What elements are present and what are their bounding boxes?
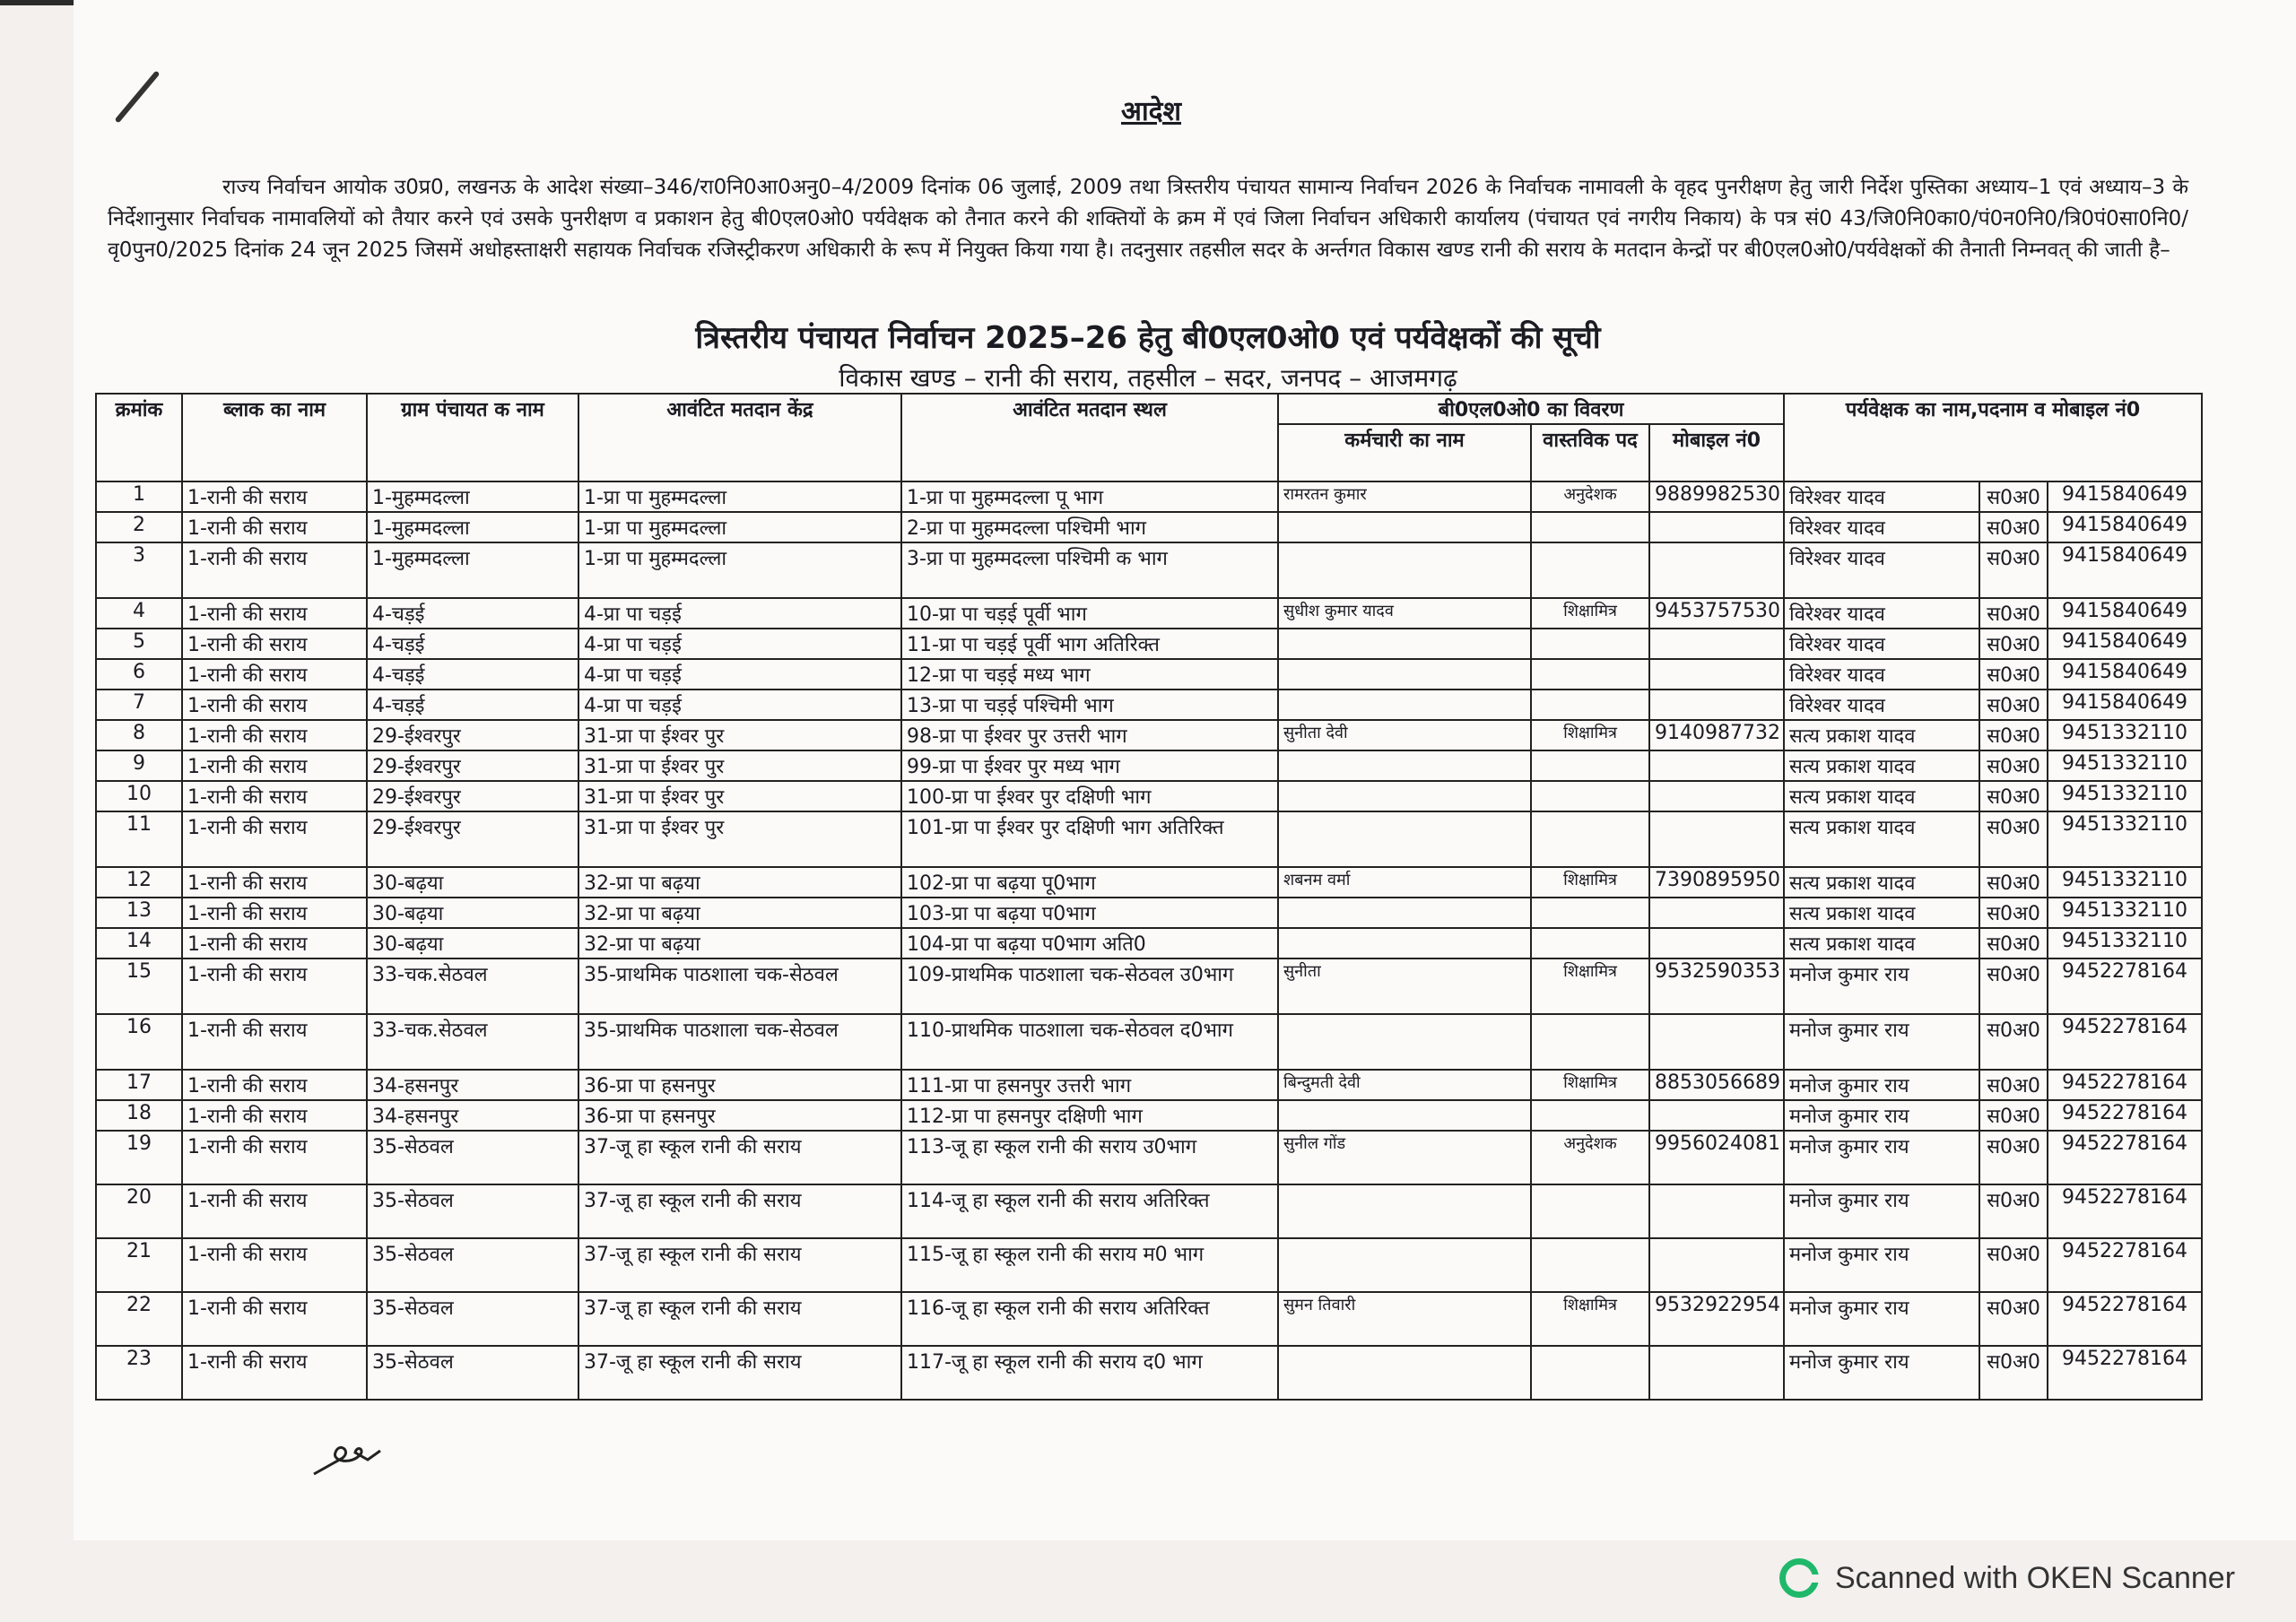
block-cell: 1-रानी की सराय xyxy=(182,811,367,867)
supervisor-mobile-cell: 9451332110 xyxy=(2048,720,2202,750)
polling-center-cell: 1-प्रा पा मुहम्मदल्ला xyxy=(578,512,901,542)
serial-cell: 1 xyxy=(96,481,182,512)
table-row xyxy=(96,928,2202,958)
employee-cell: सुमन तिवारी xyxy=(1278,1292,1531,1346)
polling-center-cell: 4-प्रा पा चड़ई xyxy=(578,598,901,629)
serial-cell: 7 xyxy=(96,690,182,720)
supervisor-cell: विरेश्वर यादव xyxy=(1784,690,1979,720)
supervisor-cell: विरेश्वर यादव xyxy=(1784,598,1979,629)
polling-center-cell: 4-प्रा पा चड़ई xyxy=(578,659,901,690)
supervisor-mobile-cell: 9452278164 xyxy=(2048,1014,2202,1070)
serial-cell: 23 xyxy=(96,1346,182,1400)
supervisor-cell: विरेश्वर यादव xyxy=(1784,481,1979,512)
supervisor-cell: मनोज कुमार राय xyxy=(1784,1100,1979,1131)
employee-cell xyxy=(1278,750,1531,781)
mobile-cell xyxy=(1649,1238,1784,1292)
supervisor-cell: विरेश्वर यादव xyxy=(1784,659,1979,690)
polling-center-cell: 37-जू हा स्कूल रानी की सराय xyxy=(578,1238,901,1292)
designation-cell: स0अ0 xyxy=(1979,1070,2048,1100)
polling-center-cell: 37-जू हा स्कूल रानी की सराय xyxy=(578,1131,901,1184)
header-polling-place: आवंटित मतदान स्थल xyxy=(901,394,1278,481)
table-row xyxy=(96,781,2202,811)
gram-panchayat-cell: 4-चड़ई xyxy=(367,629,578,659)
supervisor-cell: सत्य प्रकाश यादव xyxy=(1784,867,1979,898)
polling-place-cell: 111-प्रा पा हसनपुर उत्तरी भाग xyxy=(901,1070,1278,1100)
employee-cell xyxy=(1278,629,1531,659)
post-cell xyxy=(1531,1184,1649,1238)
supervisor-mobile-cell: 9452278164 xyxy=(2048,1070,2202,1100)
polling-place-cell: 102-प्रा पा बढ़या पू0भाग xyxy=(901,867,1278,898)
mobile-cell xyxy=(1649,1346,1784,1400)
polling-place-cell: 99-प्रा पा ईश्वर पुर मध्य भाग xyxy=(901,750,1278,781)
post-cell xyxy=(1531,1238,1649,1292)
gram-panchayat-cell: 29-ईश्वरपुर xyxy=(367,811,578,867)
table-row xyxy=(96,1014,2202,1070)
supervisor-cell: मनोज कुमार राय xyxy=(1784,1014,1979,1070)
gram-panchayat-cell: 33-चक.सेठवल xyxy=(367,958,578,1014)
mobile-cell xyxy=(1649,512,1784,542)
supervisor-mobile-cell: 9415840649 xyxy=(2048,512,2202,542)
employee-cell xyxy=(1278,1014,1531,1070)
designation-cell: स0अ0 xyxy=(1979,598,2048,629)
block-cell: 1-रानी की सराय xyxy=(182,481,367,512)
polling-center-cell: 31-प्रा पा ईश्वर पुर xyxy=(578,720,901,750)
gram-panchayat-cell: 29-ईश्वरपुर xyxy=(367,720,578,750)
block-cell: 1-रानी की सराय xyxy=(182,1014,367,1070)
designation-cell: स0अ0 xyxy=(1979,542,2048,598)
table-row xyxy=(96,629,2202,659)
polling-place-cell: 115-जू हा स्कूल रानी की सराय म0 भाग xyxy=(901,1238,1278,1292)
table-row xyxy=(96,811,2202,867)
post-cell: शिक्षामित्र xyxy=(1531,720,1649,750)
post-cell xyxy=(1531,1014,1649,1070)
table-row xyxy=(96,867,2202,898)
supervisor-cell: सत्य प्रकाश यादव xyxy=(1784,750,1979,781)
supervisor-cell: सत्य प्रकाश यादव xyxy=(1784,898,1979,928)
serial-cell: 3 xyxy=(96,542,182,598)
designation-cell: स0अ0 xyxy=(1979,1014,2048,1070)
list-title: त्रिस्तरीय पंचायत निर्वाचन 2025–26 हेतु बी0एल0ओ0 एवं पर्यवेक्षकों की सूची xyxy=(695,320,1601,356)
polling-center-cell: 4-प्रा पा चड़ई xyxy=(578,629,901,659)
mobile-cell: 8853056689 xyxy=(1649,1070,1784,1100)
employee-cell: सुनील गोंड xyxy=(1278,1131,1531,1184)
post-cell xyxy=(1531,659,1649,690)
gram-panchayat-cell: 30-बढ़या xyxy=(367,928,578,958)
mobile-cell xyxy=(1649,1014,1784,1070)
post-cell xyxy=(1531,512,1649,542)
header-gram-panchayat: ग्राम पंचायत क नाम xyxy=(367,394,578,481)
post-cell: शिक्षामित्र xyxy=(1531,867,1649,898)
mobile-cell xyxy=(1649,928,1784,958)
supervisor-cell: मनोज कुमार राय xyxy=(1784,1131,1979,1184)
supervisor-cell: विरेश्वर यादव xyxy=(1784,512,1979,542)
polling-place-cell: 10-प्रा पा चड़ई पूर्वी भाग xyxy=(901,598,1278,629)
supervisor-mobile-cell: 9451332110 xyxy=(2048,928,2202,958)
post-cell xyxy=(1531,750,1649,781)
table-row xyxy=(96,1292,2202,1346)
polling-place-cell: 12-प्रा पा चड़ई मध्य भाग xyxy=(901,659,1278,690)
gram-panchayat-cell: 4-चड़ई xyxy=(367,690,578,720)
post-cell xyxy=(1531,542,1649,598)
polling-center-cell: 31-प्रा पा ईश्वर पुर xyxy=(578,811,901,867)
polling-center-cell: 1-प्रा पा मुहम्मदल्ला xyxy=(578,542,901,598)
block-cell: 1-रानी की सराय xyxy=(182,1100,367,1131)
table-row xyxy=(96,958,2202,1014)
supervisor-cell: मनोज कुमार राय xyxy=(1784,1292,1979,1346)
serial-cell: 6 xyxy=(96,659,182,690)
serial-cell: 8 xyxy=(96,720,182,750)
signature xyxy=(312,1433,384,1478)
supervisor-mobile-cell: 9452278164 xyxy=(2048,1131,2202,1184)
employee-cell xyxy=(1278,811,1531,867)
table-row xyxy=(96,1070,2202,1100)
document-title: आदेश xyxy=(1121,96,1181,127)
post-cell xyxy=(1531,898,1649,928)
block-cell: 1-रानी की सराय xyxy=(182,690,367,720)
employee-cell xyxy=(1278,928,1531,958)
polling-center-cell: 35-प्राथमिक पाठशाला चक-सेठवल xyxy=(578,958,901,1014)
supervisor-mobile-cell: 9452278164 xyxy=(2048,958,2202,1014)
header-mobile: मोबाइल नं0 xyxy=(1649,424,1784,481)
post-cell: शिक्षामित्र xyxy=(1531,598,1649,629)
table-body xyxy=(96,481,2202,1400)
mobile-cell: 9532922954 xyxy=(1649,1292,1784,1346)
supervisor-cell: सत्य प्रकाश यादव xyxy=(1784,781,1979,811)
employee-cell: सुधीश कुमार यादव xyxy=(1278,598,1531,629)
supervisor-cell: विरेश्वर यादव xyxy=(1784,542,1979,598)
block-cell: 1-रानी की सराय xyxy=(182,1070,367,1100)
table-row xyxy=(96,1131,2202,1184)
supervisor-mobile-cell: 9451332110 xyxy=(2048,750,2202,781)
supervisor-mobile-cell: 9452278164 xyxy=(2048,1346,2202,1400)
designation-cell: स0अ0 xyxy=(1979,1346,2048,1400)
polling-place-cell: 103-प्रा पा बढ़या प0भाग xyxy=(901,898,1278,928)
block-cell: 1-रानी की सराय xyxy=(182,1131,367,1184)
supervisor-mobile-cell: 9452278164 xyxy=(2048,1292,2202,1346)
employee-cell: रामरतन कुमार xyxy=(1278,481,1531,512)
employee-cell xyxy=(1278,512,1531,542)
mobile-cell xyxy=(1649,1184,1784,1238)
supervisor-mobile-cell: 9452278164 xyxy=(2048,1100,2202,1131)
gram-panchayat-cell: 34-हसनपुर xyxy=(367,1100,578,1131)
polling-center-cell: 37-जू हा स्कूल रानी की सराय xyxy=(578,1184,901,1238)
employee-cell xyxy=(1278,898,1531,928)
serial-cell: 4 xyxy=(96,598,182,629)
designation-cell: स0अ0 xyxy=(1979,781,2048,811)
table-row xyxy=(96,898,2202,928)
polling-place-cell: 98-प्रा पा ईश्वर पुर उत्तरी भाग xyxy=(901,720,1278,750)
post-cell: अनुदेशक xyxy=(1531,481,1649,512)
supervisor-cell: सत्य प्रकाश यादव xyxy=(1784,720,1979,750)
employee-cell xyxy=(1278,542,1531,598)
supervisor-mobile-cell: 9451332110 xyxy=(2048,898,2202,928)
designation-cell: स0अ0 xyxy=(1979,629,2048,659)
mobile-cell: 9889982530 xyxy=(1649,481,1784,512)
designation-cell: स0अ0 xyxy=(1979,481,2048,512)
post-cell xyxy=(1531,928,1649,958)
serial-cell: 14 xyxy=(96,928,182,958)
block-cell: 1-रानी की सराय xyxy=(182,928,367,958)
post-cell: शिक्षामित्र xyxy=(1531,1292,1649,1346)
table-row xyxy=(96,512,2202,542)
serial-cell: 10 xyxy=(96,781,182,811)
block-cell: 1-रानी की सराय xyxy=(182,542,367,598)
gram-panchayat-cell: 34-हसनपुर xyxy=(367,1070,578,1100)
supervisor-cell: विरेश्वर यादव xyxy=(1784,629,1979,659)
serial-cell: 5 xyxy=(96,629,182,659)
supervisor-mobile-cell: 9451332110 xyxy=(2048,811,2202,867)
designation-cell: स0अ0 xyxy=(1979,720,2048,750)
block-cell: 1-रानी की सराय xyxy=(182,958,367,1014)
post-cell xyxy=(1531,629,1649,659)
block-cell: 1-रानी की सराय xyxy=(182,1292,367,1346)
polling-place-cell: 3-प्रा पा मुहम्मदल्ला पश्चिमी क भाग xyxy=(901,542,1278,598)
mobile-cell xyxy=(1649,629,1784,659)
table-row xyxy=(96,1346,2202,1400)
supervisor-mobile-cell: 9415840649 xyxy=(2048,542,2202,598)
mobile-cell xyxy=(1649,898,1784,928)
block-cell: 1-रानी की सराय xyxy=(182,867,367,898)
gram-panchayat-cell: 35-सेठवल xyxy=(367,1131,578,1184)
supervisor-cell: मनोज कुमार राय xyxy=(1784,1070,1979,1100)
gram-panchayat-cell: 1-मुहम्मदल्ला xyxy=(367,512,578,542)
table-row xyxy=(96,481,2202,512)
designation-cell: स0अ0 xyxy=(1979,867,2048,898)
serial-cell: 13 xyxy=(96,898,182,928)
employee-cell xyxy=(1278,781,1531,811)
mobile-cell: 9532590353 xyxy=(1649,958,1784,1014)
scanner-watermark-text: Scanned with OKEN Scanner xyxy=(1835,1560,2236,1595)
polling-place-cell: 100-प्रा पा ईश्वर पुर दक्षिणी भाग xyxy=(901,781,1278,811)
mobile-cell xyxy=(1649,1100,1784,1131)
polling-center-cell: 37-जू हा स्कूल रानी की सराय xyxy=(578,1346,901,1400)
polling-center-cell: 1-प्रा पा मुहम्मदल्ला xyxy=(578,481,901,512)
gram-panchayat-cell: 29-ईश्वरपुर xyxy=(367,781,578,811)
employee-cell xyxy=(1278,1184,1531,1238)
header-block: ब्लाक का नाम xyxy=(182,394,367,481)
table-row xyxy=(96,598,2202,629)
employee-cell: सुनीता xyxy=(1278,958,1531,1014)
block-cell: 1-रानी की सराय xyxy=(182,659,367,690)
mobile-cell xyxy=(1649,542,1784,598)
supervisor-mobile-cell: 9452278164 xyxy=(2048,1238,2202,1292)
polling-center-cell: 31-प्रा पा ईश्वर पुर xyxy=(578,750,901,781)
table-row xyxy=(96,750,2202,781)
supervisor-cell: मनोज कुमार राय xyxy=(1784,1346,1979,1400)
polling-place-cell: 113-जू हा स्कूल रानी की सराय उ0भाग xyxy=(901,1131,1278,1184)
supervisor-cell: सत्य प्रकाश यादव xyxy=(1784,928,1979,958)
designation-cell: स0अ0 xyxy=(1979,512,2048,542)
table-row xyxy=(96,542,2202,598)
blo-table xyxy=(95,393,2203,1401)
employee-cell xyxy=(1278,1100,1531,1131)
block-cell: 1-रानी की सराय xyxy=(182,629,367,659)
serial-cell: 2 xyxy=(96,512,182,542)
polling-place-cell: 109-प्राथमिक पाठशाला चक-सेठवल उ0भाग xyxy=(901,958,1278,1014)
block-cell: 1-रानी की सराय xyxy=(182,1346,367,1400)
header-polling-center: आवंटित मतदान केंद्र xyxy=(578,394,901,481)
table-row xyxy=(96,1184,2202,1238)
table-row xyxy=(96,1238,2202,1292)
employee-cell xyxy=(1278,1346,1531,1400)
polling-place-cell: 1-प्रा पा मुहम्मदल्ला पू भाग xyxy=(901,481,1278,512)
table-header-row xyxy=(96,394,2202,424)
post-cell xyxy=(1531,690,1649,720)
polling-place-cell: 114-जू हा स्कूल रानी की सराय अतिरिक्त xyxy=(901,1184,1278,1238)
block-cell: 1-रानी की सराय xyxy=(182,1184,367,1238)
supervisor-mobile-cell: 9451332110 xyxy=(2048,867,2202,898)
mobile-cell xyxy=(1649,781,1784,811)
designation-cell: स0अ0 xyxy=(1979,898,2048,928)
header-supervisor-group: पर्यवेक्षक का नाम,पदनाम व मोबाइल नं0 xyxy=(1784,394,2202,481)
gram-panchayat-cell: 1-मुहम्मदल्ला xyxy=(367,481,578,512)
supervisor-cell: मनोज कुमार राय xyxy=(1784,1184,1979,1238)
mobile-cell xyxy=(1649,811,1784,867)
polling-center-cell: 36-प्रा पा हसनपुर xyxy=(578,1070,901,1100)
designation-cell: स0अ0 xyxy=(1979,1184,2048,1238)
polling-place-cell: 117-जू हा स्कूल रानी की सराय द0 भाग xyxy=(901,1346,1278,1400)
header-employee: कर्मचारी का नाम xyxy=(1278,424,1531,481)
polling-center-cell: 32-प्रा पा बढ़या xyxy=(578,928,901,958)
serial-cell: 11 xyxy=(96,811,182,867)
polling-center-cell: 35-प्राथमिक पाठशाला चक-सेठवल xyxy=(578,1014,901,1070)
gram-panchayat-cell: 35-सेठवल xyxy=(367,1184,578,1238)
header-serial: क्रमांक xyxy=(96,394,182,481)
oken-scanner-icon xyxy=(1779,1558,1819,1598)
table-row xyxy=(96,690,2202,720)
serial-cell: 21 xyxy=(96,1238,182,1292)
gram-panchayat-cell: 4-चड़ई xyxy=(367,659,578,690)
post-cell xyxy=(1531,1100,1649,1131)
order-paragraph: राज्य निर्वाचन आयोक उ0प्र0, लखनऊ के आदेश संख्या–346/रा0नि0आ0अनु0–4/2009 दिनांक 06 जुलाई, 2009 तथा त्रिस्तरीय पंचायत सामान्य निर्वाचन 2026 के निर्वाचक नामावली के वृहद पुनरीक्षण हेतु जारी निर्देश पुस्तिका अध्याय–1 एवं अध्याय–3 के निर्देशानुसार निर्वाचक नामावलियों को तैयार करने एवं उसके पुनरीक्षण व प्रकाशन हेतु बी0एल0ओ0 पर्यवेक्षक को तैनात करने की शक्तियों के क्रम में एवं जिला निर्वाचन अधिकारी कार्यालय (पंचायत एवं नगरीय निकाय) के पत्र सं0 43/जि0नि0का0/पं0न0नि0/त्रि0पं0सा0नि0/वृ0पुन0/2025 दिनांक 24 जून 2025 जिसमें अधोहस्ताक्षरी सहायक निर्वाचक रजिस्ट्रीकरण अधिकारी के रूप में नियुक्त किया गया है। तदनुसार तहसील सदर के अर्न्तगत विकास खण्ड रानी की सराय के मतदान केन्द्रों पर बी0एल0ओ0/पर्यवेक्षकों की तैनाती निम्नवत् की जाती है– xyxy=(108,176,2188,262)
mobile-cell: 9453757530 xyxy=(1649,598,1784,629)
table-row xyxy=(96,659,2202,690)
gram-panchayat-cell: 29-ईश्वरपुर xyxy=(367,750,578,781)
polling-center-cell: 31-प्रा पा ईश्वर पुर xyxy=(578,781,901,811)
designation-cell: स0अ0 xyxy=(1979,1292,2048,1346)
polling-center-cell: 36-प्रा पा हसनपुर xyxy=(578,1100,901,1131)
serial-cell: 16 xyxy=(96,1014,182,1070)
serial-cell: 12 xyxy=(96,867,182,898)
mobile-cell: 9140987732 xyxy=(1649,720,1784,750)
gram-panchayat-cell: 35-सेठवल xyxy=(367,1292,578,1346)
header-blo-group: बी0एल0ओ0 का विवरण xyxy=(1278,394,1784,424)
designation-cell: स0अ0 xyxy=(1979,1131,2048,1184)
supervisor-mobile-cell: 9415840649 xyxy=(2048,481,2202,512)
supervisor-cell: सत्य प्रकाश यादव xyxy=(1784,811,1979,867)
serial-cell: 19 xyxy=(96,1131,182,1184)
polling-center-cell: 32-प्रा पा बढ़या xyxy=(578,867,901,898)
polling-center-cell: 32-प्रा पा बढ़या xyxy=(578,898,901,928)
polling-place-cell: 2-प्रा पा मुहम्मदल्ला पश्चिमी भाग xyxy=(901,512,1278,542)
supervisor-mobile-cell: 9415840649 xyxy=(2048,659,2202,690)
supervisor-mobile-cell: 9452278164 xyxy=(2048,1184,2202,1238)
scanner-watermark xyxy=(1779,1557,2235,1600)
serial-cell: 22 xyxy=(96,1292,182,1346)
post-cell xyxy=(1531,781,1649,811)
post-cell: शिक्षामित्र xyxy=(1531,1070,1649,1100)
supervisor-mobile-cell: 9415840649 xyxy=(2048,690,2202,720)
header-post: वास्तविक पद xyxy=(1531,424,1649,481)
supervisor-mobile-cell: 9451332110 xyxy=(2048,781,2202,811)
gram-panchayat-cell: 30-बढ़या xyxy=(367,898,578,928)
post-cell: अनुदेशक xyxy=(1531,1131,1649,1184)
designation-cell: स0अ0 xyxy=(1979,690,2048,720)
gram-panchayat-cell: 35-सेठवल xyxy=(367,1238,578,1292)
employee-cell xyxy=(1278,1238,1531,1292)
block-cell: 1-रानी की सराय xyxy=(182,598,367,629)
employee-cell xyxy=(1278,690,1531,720)
designation-cell: स0अ0 xyxy=(1979,928,2048,958)
employee-cell: शबनम वर्मा xyxy=(1278,867,1531,898)
table-row xyxy=(96,720,2202,750)
employee-cell xyxy=(1278,659,1531,690)
polling-place-cell: 11-प्रा पा चड़ई पूर्वी भाग अतिरिक्त xyxy=(901,629,1278,659)
polling-place-cell: 110-प्राथमिक पाठशाला चक-सेठवल द0भाग xyxy=(901,1014,1278,1070)
supervisor-cell: मनोज कुमार राय xyxy=(1784,1238,1979,1292)
gram-panchayat-cell: 4-चड़ई xyxy=(367,598,578,629)
serial-cell: 18 xyxy=(96,1100,182,1131)
supervisor-mobile-cell: 9415840649 xyxy=(2048,629,2202,659)
designation-cell: स0अ0 xyxy=(1979,750,2048,781)
table-row xyxy=(96,1100,2202,1131)
post-cell: शिक्षामित्र xyxy=(1531,958,1649,1014)
polling-place-cell: 104-प्रा पा बढ़या प0भाग अति0 xyxy=(901,928,1278,958)
supervisor-mobile-cell: 9415840649 xyxy=(2048,598,2202,629)
serial-cell: 15 xyxy=(96,958,182,1014)
polling-place-cell: 112-प्रा पा हसनपुर दक्षिणी भाग xyxy=(901,1100,1278,1131)
block-cell: 1-रानी की सराय xyxy=(182,512,367,542)
designation-cell: स0अ0 xyxy=(1979,1238,2048,1292)
mobile-cell: 9956024081 xyxy=(1649,1131,1784,1184)
supervisor-cell: मनोज कुमार राय xyxy=(1784,958,1979,1014)
mobile-cell xyxy=(1649,690,1784,720)
block-cell: 1-रानी की सराय xyxy=(182,898,367,928)
polling-center-cell: 4-प्रा पा चड़ई xyxy=(578,690,901,720)
post-cell xyxy=(1531,1346,1649,1400)
block-cell: 1-रानी की सराय xyxy=(182,1238,367,1292)
gram-panchayat-cell: 1-मुहम्मदल्ला xyxy=(367,542,578,598)
mobile-cell xyxy=(1649,750,1784,781)
employee-cell: बिन्दुमती देवी xyxy=(1278,1070,1531,1100)
block-cell: 1-रानी की सराय xyxy=(182,720,367,750)
mobile-cell xyxy=(1649,659,1784,690)
employee-cell: सुनीता देवी xyxy=(1278,720,1531,750)
polling-place-cell: 13-प्रा पा चड़ई पश्चिमी भाग xyxy=(901,690,1278,720)
block-cell: 1-रानी की सराय xyxy=(182,750,367,781)
list-subtitle: विकास खण्ड – रानी की सराय, तहसील – सदर, जनपद – आजमगढ़ xyxy=(839,363,1457,393)
serial-cell: 20 xyxy=(96,1184,182,1238)
serial-cell: 17 xyxy=(96,1070,182,1100)
block-cell: 1-रानी की सराय xyxy=(182,781,367,811)
designation-cell: स0अ0 xyxy=(1979,1100,2048,1131)
polling-center-cell: 37-जू हा स्कूल रानी की सराय xyxy=(578,1292,901,1346)
gram-panchayat-cell: 35-सेठवल xyxy=(367,1346,578,1400)
mobile-cell: 7390895950 xyxy=(1649,867,1784,898)
gram-panchayat-cell: 33-चक.सेठवल xyxy=(367,1014,578,1070)
designation-cell: स0अ0 xyxy=(1979,958,2048,1014)
gram-panchayat-cell: 30-बढ़या xyxy=(367,867,578,898)
polling-place-cell: 116-जू हा स्कूल रानी की सराय अतिरिक्त xyxy=(901,1292,1278,1346)
polling-place-cell: 101-प्रा पा ईश्वर पुर दक्षिणी भाग अतिरिक्त xyxy=(901,811,1278,867)
designation-cell: स0अ0 xyxy=(1979,659,2048,690)
post-cell xyxy=(1531,811,1649,867)
designation-cell: स0अ0 xyxy=(1979,811,2048,867)
serial-cell: 9 xyxy=(96,750,182,781)
